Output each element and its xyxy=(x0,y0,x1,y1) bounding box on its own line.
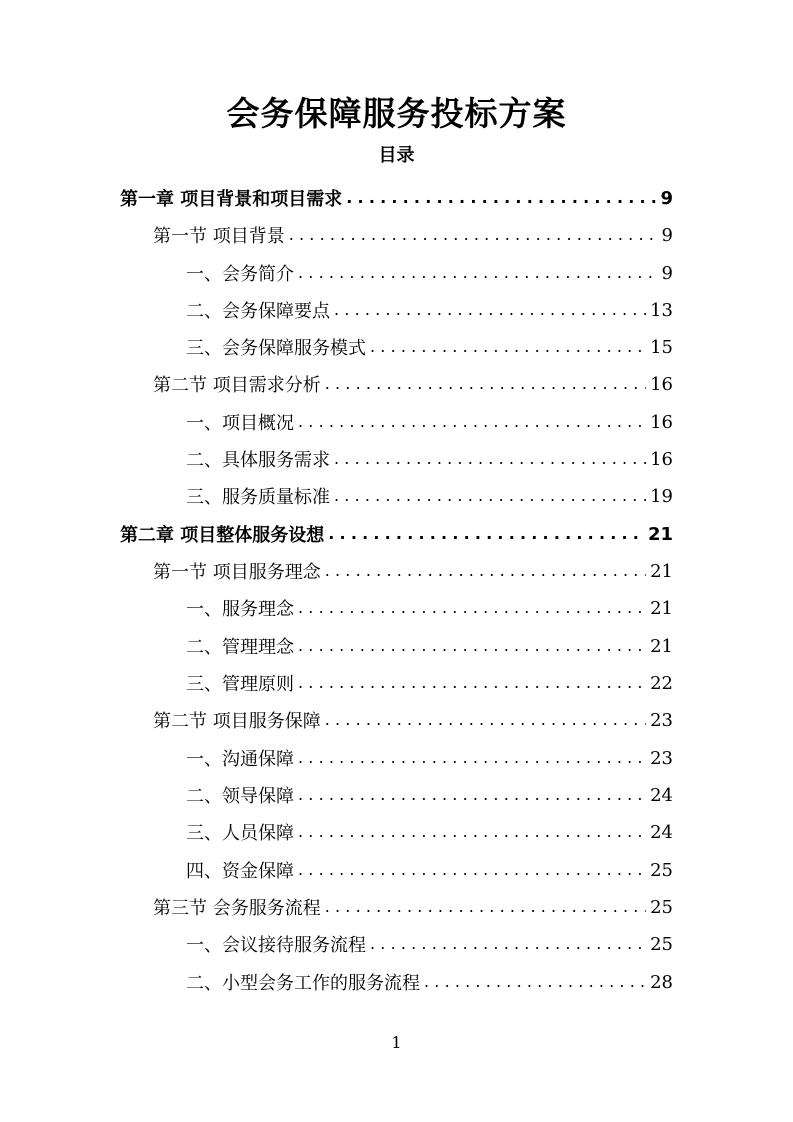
toc-entry-label: 一、项目概况 xyxy=(186,413,294,434)
toc-entry-page: 21 xyxy=(650,635,673,657)
toc-leader-dots xyxy=(298,264,657,282)
toc-entry[interactable] xyxy=(186,814,673,850)
toc-entry-label: 一、会务简介 xyxy=(186,264,294,285)
toc-entry-label: 一、沟通保障 xyxy=(186,749,294,770)
toc-entry-page: 15 xyxy=(650,336,673,358)
toc-entry-page: 23 xyxy=(650,747,673,769)
toc-entry-label: 第二节 项目需求分析 xyxy=(153,375,321,396)
toc-leader-dots xyxy=(298,599,646,617)
toc-leader-dots xyxy=(334,487,646,505)
toc-leader-dots xyxy=(298,413,646,431)
toc-entry-label: 第一节 项目服务理念 xyxy=(153,562,321,583)
toc-leader-dots xyxy=(424,973,646,991)
toc-leader-dots xyxy=(289,226,657,244)
toc-entry[interactable] xyxy=(153,702,673,738)
toc-entry[interactable] xyxy=(186,590,673,626)
toc-leader-dots xyxy=(334,301,646,319)
toc-entry[interactable] xyxy=(186,740,673,776)
toc-entry-label: 二、会务保障要点 xyxy=(186,301,330,322)
toc-leader-dots xyxy=(298,823,646,841)
toc-entry-label: 二、具体服务需求 xyxy=(186,450,330,471)
toc-entry-page: 16 xyxy=(650,373,673,395)
toc-leader-dots xyxy=(298,861,646,879)
toc-leader-dots xyxy=(298,749,646,767)
toc-entry-label: 第一节 项目背景 xyxy=(153,226,285,247)
toc-entry-page: 9 xyxy=(660,187,673,209)
toc-entry-label: 三、服务质量标准 xyxy=(186,487,330,508)
toc-entry[interactable] xyxy=(186,255,673,291)
toc-entry-page: 25 xyxy=(650,859,673,881)
toc-entry[interactable] xyxy=(186,292,673,328)
toc-entry[interactable] xyxy=(186,478,673,514)
toc-entry-label: 三、人员保障 xyxy=(186,823,294,844)
toc-entry[interactable] xyxy=(186,926,673,962)
toc-leader-dots xyxy=(325,898,646,916)
toc-entry-label: 二、管理理念 xyxy=(186,637,294,658)
toc-entry[interactable] xyxy=(153,553,673,589)
toc-entry-page: 25 xyxy=(650,896,673,918)
toc-entry-label: 第一章 项目背景和项目需求 xyxy=(120,189,343,210)
toc-entry[interactable] xyxy=(120,180,673,216)
toc-leader-dots xyxy=(325,711,646,729)
toc-entry[interactable] xyxy=(186,441,673,477)
toc-leader-dots xyxy=(370,935,646,953)
toc-entry-label: 第二节 项目服务保障 xyxy=(153,711,321,732)
toc-leader-dots xyxy=(328,525,644,543)
toc-leader-dots xyxy=(334,450,646,468)
toc-entry-label: 第三节 会务服务流程 xyxy=(153,898,321,919)
toc-entry[interactable] xyxy=(186,777,673,813)
toc-leader-dots xyxy=(298,674,646,692)
toc-entry-page: 28 xyxy=(650,971,673,993)
toc-entry-page: 19 xyxy=(650,485,673,507)
page-number: 1 xyxy=(391,1033,402,1052)
toc-entry-page: 9 xyxy=(661,262,673,284)
toc-entry-page: 16 xyxy=(650,448,673,470)
toc-entry[interactable] xyxy=(153,889,673,925)
toc-leader-dots xyxy=(346,189,656,207)
toc-entry-page: 9 xyxy=(661,224,673,246)
toc-entry[interactable] xyxy=(186,329,673,365)
toc-leader-dots xyxy=(325,375,646,393)
toc-entry-page: 24 xyxy=(650,821,673,843)
toc-entry[interactable] xyxy=(186,964,673,1000)
toc-entry[interactable] xyxy=(153,366,673,402)
toc-entry-label: 二、领导保障 xyxy=(186,786,294,807)
toc-entry-page: 16 xyxy=(650,411,673,433)
toc-entry[interactable] xyxy=(186,665,673,701)
toc-entry-page: 21 xyxy=(647,523,673,545)
toc-entry-page: 25 xyxy=(650,933,673,955)
toc-entry-label: 一、会议接待服务流程 xyxy=(186,935,366,956)
toc-entry[interactable] xyxy=(186,404,673,440)
toc-entry-page: 24 xyxy=(650,784,673,806)
toc-leader-dots xyxy=(325,562,646,580)
toc-entry-label: 第二章 项目整体服务设想 xyxy=(120,525,325,546)
toc-entry[interactable] xyxy=(153,217,673,253)
toc-entry[interactable] xyxy=(120,516,673,552)
toc-leader-dots xyxy=(298,637,646,655)
toc-entry[interactable] xyxy=(186,852,673,888)
toc-entry-label: 一、服务理念 xyxy=(186,599,294,620)
toc-entry-page: 23 xyxy=(650,709,673,731)
toc-entry-page: 13 xyxy=(650,299,673,321)
toc-entry-label: 三、管理原则 xyxy=(186,674,294,695)
toc-entry-page: 22 xyxy=(650,672,673,694)
toc-entry-label: 三、会务保障服务模式 xyxy=(186,338,366,359)
toc-leader-dots xyxy=(370,338,646,356)
toc-entry-label: 二、小型会务工作的服务流程 xyxy=(186,973,420,994)
document-title: 会务保障服务投标方案 xyxy=(226,94,567,133)
toc-leader-dots xyxy=(298,786,646,804)
toc-heading: 目录 xyxy=(378,145,415,166)
toc-entry[interactable] xyxy=(186,628,673,664)
toc-entry-page: 21 xyxy=(650,597,673,619)
toc-entry-label: 四、资金保障 xyxy=(186,861,294,882)
toc-entry-page: 21 xyxy=(650,560,673,582)
